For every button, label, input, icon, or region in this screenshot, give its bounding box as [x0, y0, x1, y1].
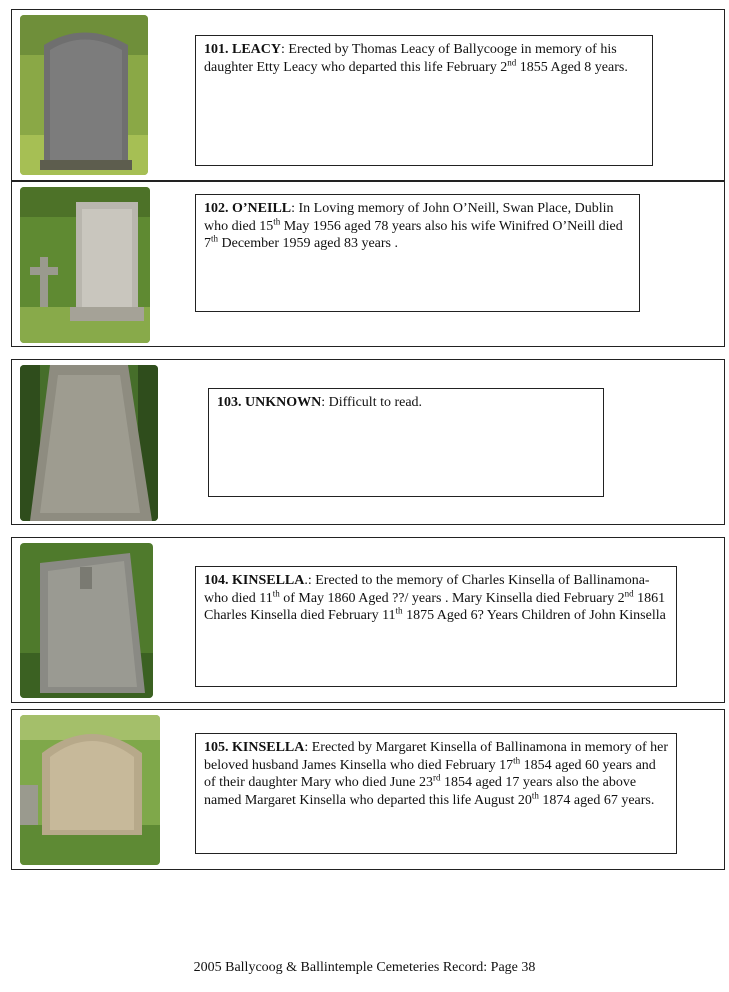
inscription-text: December 1959 aged 83 years .: [218, 236, 398, 251]
inscription-text: 1861 Charles Kinsella died February 11: [204, 590, 666, 623]
inscription-text: : Erected by Thomas Leacy of Ballycooge in memory of his daughter Etty Leacy who departed this life February 2: [204, 42, 617, 75]
inscription-box: [195, 566, 677, 687]
record-102: [11, 181, 725, 347]
record-title: 102. O’NEILL: [204, 201, 292, 216]
ordinal-suffix: th: [273, 215, 281, 226]
gravestone-photo: [20, 365, 158, 521]
record-title: 101. LEACY: [204, 42, 282, 57]
ordinal-suffix: rd: [433, 772, 441, 783]
inscription-text: 1855 Aged 8 years.: [516, 59, 628, 75]
inscription-box: [195, 194, 640, 312]
inscription-box: [195, 733, 677, 854]
record-104: [11, 537, 725, 703]
inscription-text: : Erected by Margaret Kinsella of Ballinamona in memory of her beloved husband James Kinsella who died February 17: [204, 740, 668, 773]
inscription-box: [208, 388, 604, 497]
ordinal-suffix: th: [211, 233, 219, 244]
record-105: [11, 709, 725, 870]
ordinal-suffix: th: [272, 587, 280, 598]
record-101: [11, 9, 725, 181]
gravestone-photo: [20, 15, 148, 175]
inscription-text: : Difficult to read.: [321, 395, 423, 410]
inscription-text: 1874 aged 67 years.: [538, 792, 655, 808]
inscription-text: 1854 aged 60 years and of their daughter Mary who died June 23: [204, 757, 656, 790]
gravestone-photo: [20, 543, 153, 698]
inscription-text: .: Erected to the memory of Charles Kinsella of Ballinamona- who died 11: [204, 573, 650, 606]
ordinal-suffix: nd: [507, 56, 517, 67]
page-footer: 2005 Ballycoog & Ballintemple Cemeteries Record: Page 38: [193, 960, 536, 975]
inscription-text: of May 1860 Aged ??/ years . Mary Kinsella died February 2: [279, 590, 625, 606]
gravestone-photo: [20, 715, 160, 865]
inscription-text: 1875 Aged 6? Years Children of John Kinsella: [402, 608, 666, 623]
inscription-box: [195, 35, 653, 166]
inscription-text: 1854 aged 17 years also the above named Margaret Kinsella who departed this life August 20: [204, 775, 637, 808]
inscription-text: : In Loving memory of John O’Neill, Swan Place, Dublin who died 15: [204, 201, 614, 234]
gravestone-photo: [20, 187, 150, 343]
ordinal-suffix: th: [531, 789, 539, 800]
record-title: 104. KINSELLA: [204, 573, 305, 588]
ordinal-suffix: nd: [624, 587, 634, 598]
record-title: 103. UNKNOWN: [217, 395, 322, 410]
inscription-text: May 1956 aged 78 years also his wife Winifred O’Neill died 7: [204, 218, 623, 251]
record-103: [11, 359, 725, 525]
record-title: 105. KINSELLA: [204, 740, 305, 755]
ordinal-suffix: th: [395, 605, 403, 616]
ordinal-suffix: th: [513, 754, 521, 765]
